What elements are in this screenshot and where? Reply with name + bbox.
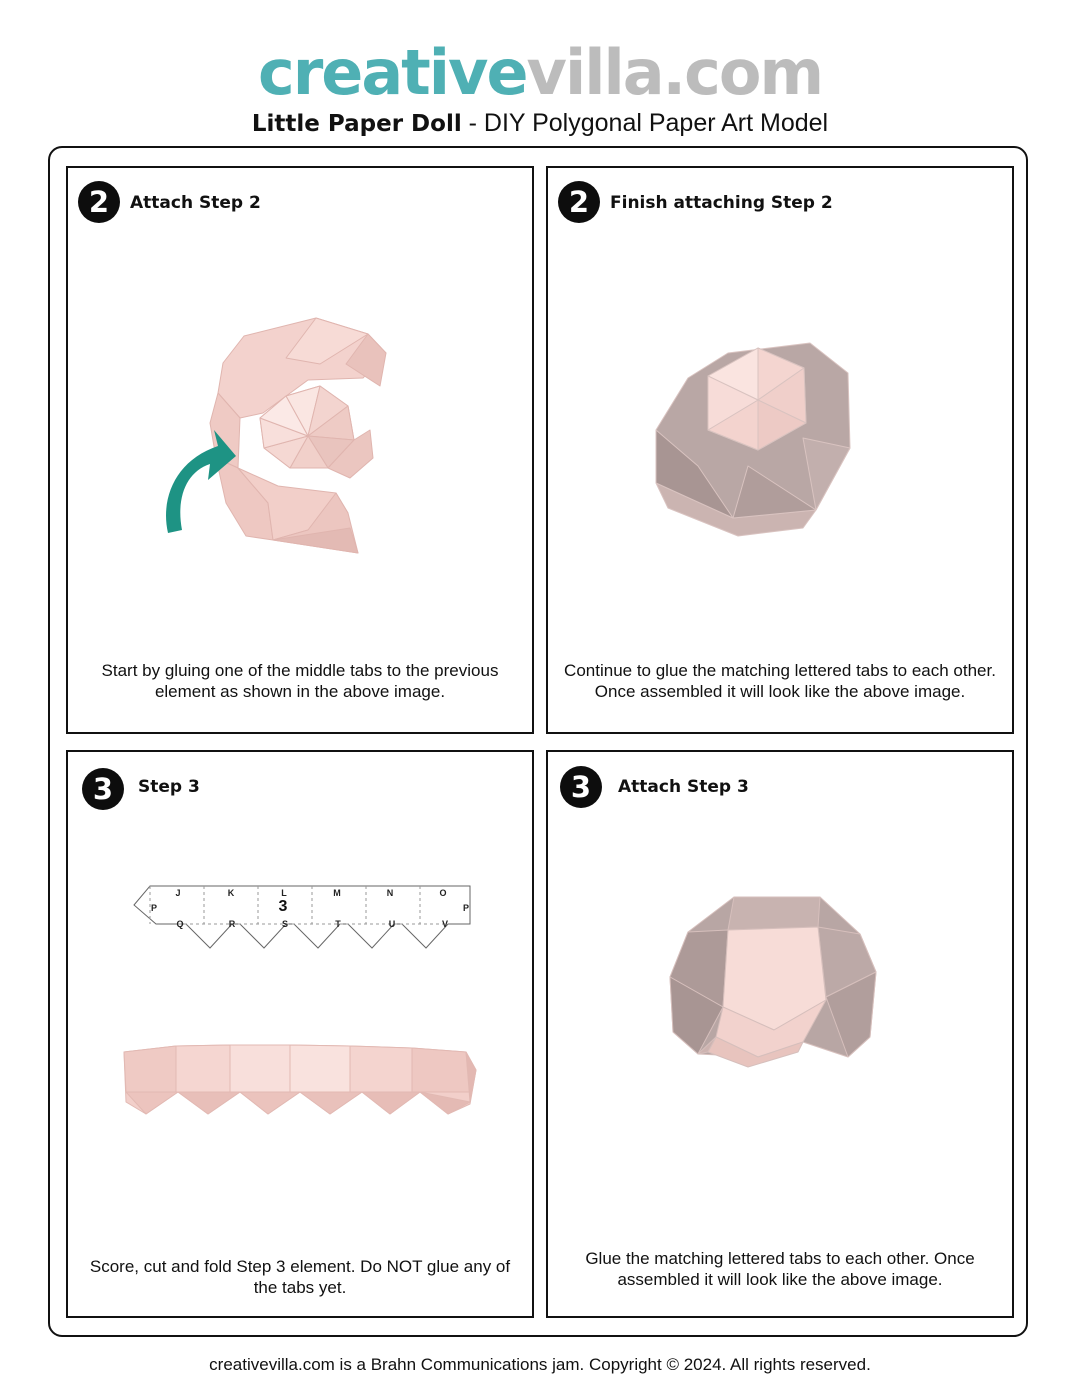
template-letter-M: M xyxy=(333,888,341,898)
template-letter-S: S xyxy=(281,919,289,929)
template-letter-K: K xyxy=(227,888,235,898)
template-letter-J: J xyxy=(175,888,181,898)
step-number-badge: 2 xyxy=(558,181,600,223)
step-number-badge: 3 xyxy=(560,766,602,808)
template-letter-P-right: P xyxy=(462,903,470,913)
step-3-template xyxy=(134,886,470,948)
model-subtitle: - DIY Polygonal Paper Art Model xyxy=(461,109,829,137)
template-letter-O: O xyxy=(439,888,447,898)
site-logo xyxy=(0,38,1080,108)
panel-finish-attaching-step-2 xyxy=(546,166,1014,734)
template-letter-P-left: P xyxy=(150,903,158,913)
logo-part-creative: creative xyxy=(257,36,527,109)
panel-description: Start by gluing one of the middle tabs to the previous element as shown in the above image. xyxy=(101,661,499,701)
template-letter-N: N xyxy=(386,888,394,898)
photo-folded-step-3-strip xyxy=(124,1045,476,1114)
template-letter-V: V xyxy=(441,919,449,929)
step-number-badge: 2 xyxy=(78,181,120,223)
step-number-badge: 3 xyxy=(82,768,124,810)
footer-copyright: creativevilla.com is a Brahn Communications jam. Copyright © 2024. All rights reserved. xyxy=(209,1355,871,1374)
template-letter-U: U xyxy=(388,919,396,929)
panel-attach-step-2 xyxy=(66,166,534,734)
panel-description: Score, cut and fold Step 3 element. Do NOT glue any of the tabs yet. xyxy=(89,1257,511,1297)
panel-description: Continue to glue the matching lettered tabs to each other. Once assembled it will look like the above image. xyxy=(564,661,996,701)
step-3-template-and-photo xyxy=(68,752,532,1316)
panel-title: Attach Step 2 xyxy=(130,193,261,213)
template-step-number: 3 xyxy=(278,898,288,915)
model-name: Little Paper Doll xyxy=(251,111,462,137)
template-letter-Q: Q xyxy=(176,919,184,929)
panel-description: Glue the matching lettered tabs to each other. Once assembled it will look like the above image. xyxy=(585,1249,975,1289)
panel-title: Attach Step 3 xyxy=(618,777,749,797)
photo-assembled-step-3 xyxy=(548,752,1012,1316)
template-letter-L: L xyxy=(281,888,287,898)
page-title xyxy=(0,108,1080,139)
panel-step-3 xyxy=(66,750,534,1318)
panel-title: Finish attaching Step 2 xyxy=(610,193,833,213)
photo-assembled-step-2 xyxy=(548,168,1012,732)
panel-attach-step-3 xyxy=(546,750,1014,1318)
template-letter-R: R xyxy=(228,919,236,929)
template-letter-T: T xyxy=(335,919,341,929)
logo-part-villa: villa.com xyxy=(526,36,823,109)
panel-title: Step 3 xyxy=(138,777,200,797)
photo-partially-attached-element xyxy=(68,168,532,732)
